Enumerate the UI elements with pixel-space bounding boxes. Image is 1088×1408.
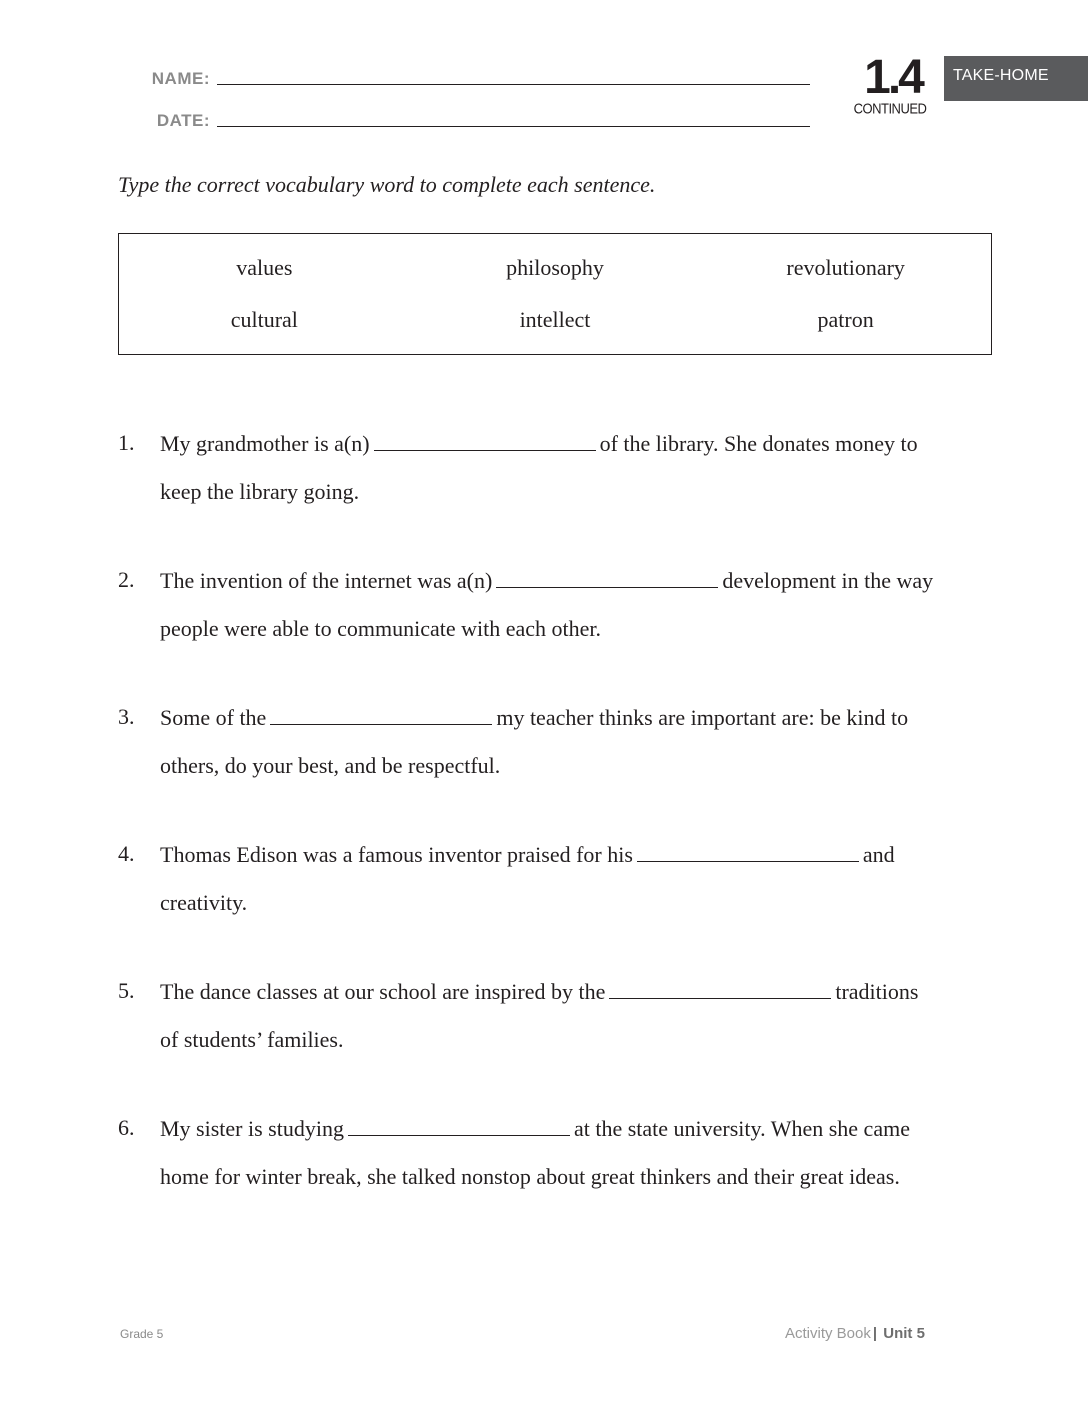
- lesson-number: 1.4: [864, 51, 922, 104]
- question-text: Some of the my teacher thinks are important are: be kind to: [160, 705, 909, 730]
- question-number: 3.: [118, 704, 135, 729]
- answer-blank[interactable]: [348, 1115, 570, 1136]
- question-number: 2.: [118, 567, 135, 592]
- answer-blank[interactable]: [637, 841, 859, 862]
- word-bank-item: cultural: [230, 307, 298, 332]
- word-bank: [118, 233, 992, 355]
- question-text-continued: people were able to communicate with each other.: [160, 616, 602, 641]
- question-number: 6.: [118, 1115, 135, 1140]
- word-bank-item: patron: [817, 307, 874, 332]
- footer-book-unit: [785, 1325, 925, 1342]
- date-field[interactable]: [217, 126, 810, 127]
- word-bank-item: revolutionary: [786, 255, 905, 280]
- question-text: The invention of the internet was a(n) development in the way: [160, 568, 934, 593]
- footer-book: Activity Book: [785, 1325, 871, 1342]
- question-text: Thomas Edison was a famous inventor praised for his and: [160, 842, 895, 867]
- footer-separator: |: [872, 1325, 878, 1342]
- question-text-continued: of students’ families.: [160, 1027, 344, 1052]
- word-bank-item: values: [236, 255, 293, 280]
- question-text-continued: others, do your best, and be respectful.: [160, 753, 501, 778]
- answer-blank[interactable]: [609, 978, 831, 999]
- question-number: 4.: [118, 841, 135, 866]
- word-bank-item: philosophy: [506, 255, 604, 280]
- name-field[interactable]: [217, 84, 810, 85]
- question-text: My sister is studying at the state university. When she came: [160, 1116, 910, 1141]
- name-label: NAME:: [151, 69, 210, 88]
- question-number: 1.: [118, 430, 135, 455]
- instructions: Type the correct vocabulary word to complete each sentence.: [118, 172, 656, 197]
- question-text-continued: creativity.: [160, 890, 248, 915]
- answer-blank[interactable]: [270, 704, 492, 725]
- take-home-tag: TAKE-HOME: [944, 56, 1088, 101]
- footer-grade: Grade 5: [120, 1327, 164, 1341]
- answer-blank[interactable]: [496, 567, 718, 588]
- continued-label: CONTINUED: [853, 99, 927, 118]
- word-bank-item: intellect: [519, 307, 591, 332]
- question-text: The dance classes at our school are inspired by the traditions: [160, 979, 919, 1004]
- question-number: 5.: [118, 978, 135, 1003]
- footer-unit: Unit 5: [883, 1325, 925, 1342]
- question-text: My grandmother is a(n) of the library. She donates money to: [160, 431, 918, 456]
- question-text-continued: home for winter break, she talked nonstop about great thinkers and their great ideas.: [160, 1164, 900, 1189]
- date-label: DATE:: [156, 111, 210, 130]
- question-text-continued: keep the library going.: [160, 479, 360, 504]
- answer-blank[interactable]: [374, 430, 596, 451]
